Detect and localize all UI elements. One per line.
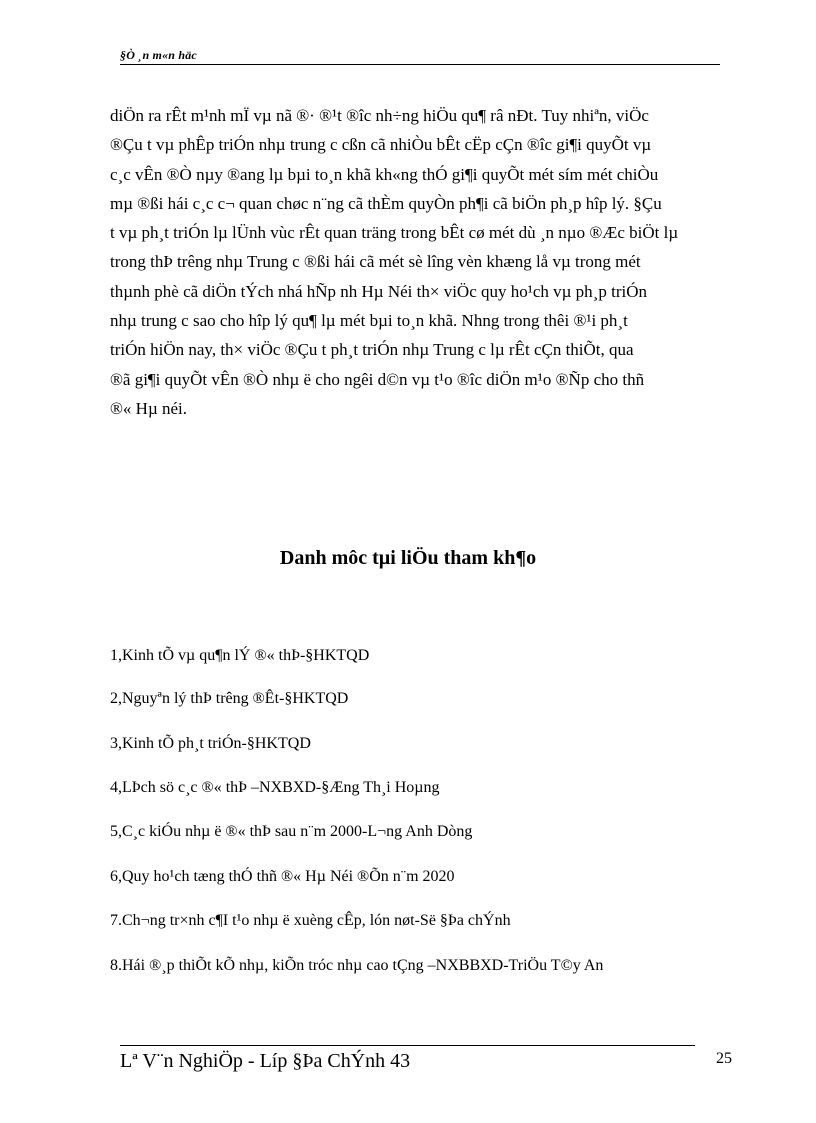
reference-item: 4,LÞch sö c¸c ®« thÞ –NXBXD-§Æng Th¸i Hoµng	[110, 779, 440, 796]
body-line: ®ã gi¶i quyÕt vÊn ®Ò nhµ ë cho ngêi d©n vµ t¹o ®îc diÖn m¹o ®Ñp cho thñ	[110, 369, 645, 389]
body-line: trong thÞ trêng nhµ Trung c ®ßi hái cã mét sè lîng vèn khæng lå vµ trong mét	[110, 252, 641, 272]
body-line: mµ ®ßi hái c¸c c¬ quan chøc n¨ng cã thÈm quyÒn ph¶i cã biÖn ph¸p hîp lý. §Çu	[110, 193, 662, 213]
body-line: thµnh phè cã diÖn tÝch nhá hÑp nh Hµ Néi th× viÖc quy ho¹ch vµ ph¸p triÓn	[110, 281, 647, 301]
reference-item: 8.Hái ®¸p thiÕt kÕ nhµ, kiÕn tróc nhµ cao tÇng –NXBBXD-TriÖu T©y An	[110, 957, 604, 974]
footer-author: Lª V¨n NghiÖp - Líp §Þa ChÝnh 43	[120, 1050, 411, 1072]
page-header-title: §Ò ¸n m«n häc	[120, 48, 197, 62]
references-heading: Danh môc tµi liÖu tham kh¶o	[279, 547, 537, 569]
header-divider	[120, 64, 720, 65]
body-line: ®« Hµ néi.	[110, 398, 188, 418]
body-line: diÖn ra rÊt m¹nh mÏ vµ nã ®· ®¹t ®îc nh÷ng hiÖu qu¶ râ nÐt. Tuy nhiªn, viÖc	[110, 106, 649, 125]
reference-item: 7.Ch¬ng tr×nh c¶I t¹o nhµ ë xuèng cÊp, lón nøt-Së §Þa chÝnh	[110, 912, 511, 929]
body-line: triÓn hiÖn nay, th× viÖc ®Çu t ph¸t triÓn nhµ Trung c lµ rÊt cÇn thiÕt, qua	[110, 340, 634, 360]
body-line: nhµ trung c sao cho hîp lý qu¶ lµ mét bµi to¸n khã. Nhng trong thêi ®¹i ph¸t	[110, 311, 628, 331]
page-number: 25	[716, 1050, 732, 1067]
body-line: ®Çu t vµ phÊp triÓn nhµ trung c cßn cã nhiÒu bÊt cËp cÇn ®îc gi¶i quyÕt vµ	[110, 135, 652, 155]
footer-divider	[120, 1045, 695, 1046]
reference-item: 5,C¸c kiÓu nhµ ë ®« thÞ sau n¨m 2000-L¬ng Anh Dòng	[110, 823, 473, 840]
reference-item: 2,Nguyªn lý thÞ trêng ®Êt-§HKTQD	[110, 690, 349, 707]
reference-item: 1,Kinh tÕ vµ qu¶n lÝ ®« thÞ-§HKTQD	[110, 647, 370, 664]
reference-item: 6,Quy ho¹ch tæng thÓ thñ ®« Hµ Néi ®Õn n¨m 2020	[110, 868, 455, 885]
body-line: t vµ ph¸t triÓn lµ lÜnh vùc rÊt quan träng trong bÊt cø mét dù ¸n nµo ®Æc biÖt lµ	[110, 223, 679, 243]
body-paragraph	[110, 101, 722, 423]
reference-item: 3,Kinh tÕ ph¸t triÓn-§HKTQD	[110, 735, 311, 752]
body-line: c¸c vÊn ®Ò nµy ®ang lµ bµi to¸n khã kh«ng thÓ gi¶i quyÕt mét sím mét chiÒu	[110, 164, 659, 184]
